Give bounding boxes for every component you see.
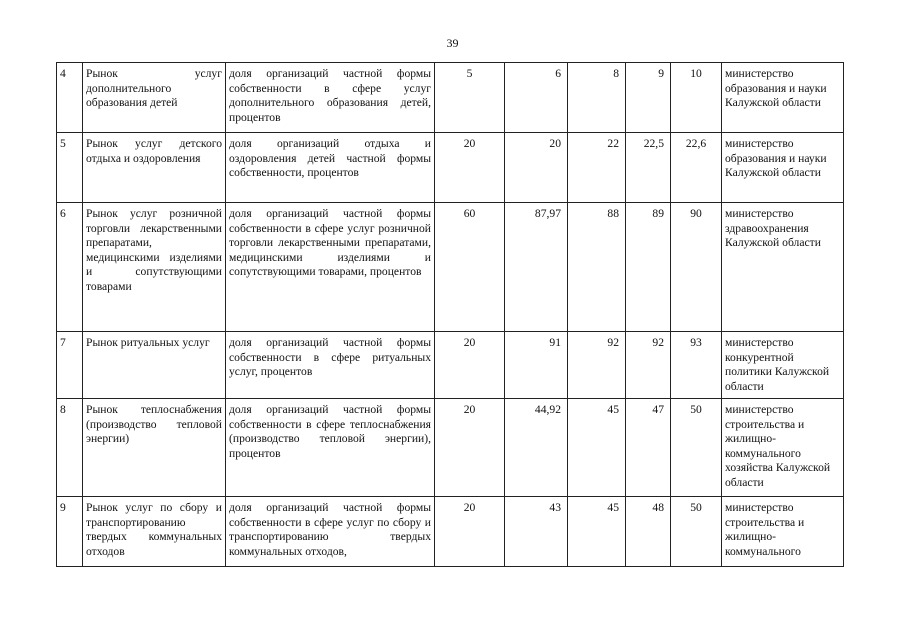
table-row (57, 63, 844, 133)
value-cell: 89 (626, 203, 671, 332)
value-cell: 22,5 (626, 133, 671, 203)
row-number: 5 (57, 133, 83, 203)
value-cell: 50 (671, 399, 722, 497)
value-cell: 22,6 (671, 133, 722, 203)
value-cell: 10 (671, 63, 722, 133)
value-cell: 45 (568, 497, 626, 567)
value-cell: 93 (671, 332, 722, 399)
value-cell: 20 (435, 399, 505, 497)
market-name: Рынок теплоснабжения (производство тепловой энергии) (83, 399, 226, 497)
row-number: 9 (57, 497, 83, 567)
value-cell: 90 (671, 203, 722, 332)
value-cell: 8 (568, 63, 626, 133)
value-cell: 20 (435, 133, 505, 203)
table-row (57, 497, 844, 567)
table-row (57, 133, 844, 203)
value-cell: 20 (435, 332, 505, 399)
table-row (57, 332, 844, 399)
value-cell: 20 (435, 497, 505, 567)
value-cell: 60 (435, 203, 505, 332)
indicator-name: доля организаций частной формы собственности в сфере теплоснабжения (производство тепловой энергии), процентов (226, 399, 435, 497)
ministry-name: министерство образования и науки Калужской области (722, 133, 844, 203)
market-name: Рынок услуг по сбору и транспортированию твердых коммунальных отходов (83, 497, 226, 567)
value-cell: 6 (505, 63, 568, 133)
indicator-name: доля организаций отдыха и оздоровления детей частной формы собственности, процентов (226, 133, 435, 203)
value-cell: 48 (626, 497, 671, 567)
row-number: 6 (57, 203, 83, 332)
indicators-table (56, 62, 844, 567)
market-name: Рынок услуг дополнительного образования детей (83, 63, 226, 133)
row-number: 8 (57, 399, 83, 497)
ministry-name: министерство строительства и жилищно-коммунального (722, 497, 844, 567)
value-cell: 87,97 (505, 203, 568, 332)
value-cell: 92 (568, 332, 626, 399)
ministry-name: министерство здравоохранения Калужской области (722, 203, 844, 332)
ministry-name: министерство образования и науки Калужской области (722, 63, 844, 133)
table-row (57, 203, 844, 332)
market-name: Рынок услуг розничной торговли лекарственными препаратами, медицинскими изделиями и сопутствующими товарами (83, 203, 226, 332)
value-cell: 92 (626, 332, 671, 399)
value-cell: 5 (435, 63, 505, 133)
value-cell: 47 (626, 399, 671, 497)
value-cell: 50 (671, 497, 722, 567)
value-cell: 88 (568, 203, 626, 332)
ministry-name: министерство строительства и жилищно-коммунального хозяйства Калужской области (722, 399, 844, 497)
row-number: 4 (57, 63, 83, 133)
indicator-name: доля организаций частной формы собственности в сфере ритуальных услуг, процентов (226, 332, 435, 399)
indicator-name: доля организаций частной формы собственности в сфере услуг дополнительного образования детей, процентов (226, 63, 435, 133)
ministry-name: министерство конкурентной политики Калужской области (722, 332, 844, 399)
table-row (57, 399, 844, 497)
row-number: 7 (57, 332, 83, 399)
page-number: 39 (446, 36, 459, 50)
value-cell: 45 (568, 399, 626, 497)
value-cell: 20 (505, 133, 568, 203)
market-name: Рынок ритуальных услуг (83, 332, 226, 399)
indicator-name: доля организаций частной формы собственности в сфере услуг по сбору и транспортированию твердых коммунальных отходов, (226, 497, 435, 567)
indicator-name: доля организаций частной формы собственности в сфере услуг розничной торговли лекарственными препаратами, медицинскими изделиями и сопутствующими товарами, процентов (226, 203, 435, 332)
market-name: Рынок услуг детского отдыха и оздоровления (83, 133, 226, 203)
value-cell: 9 (626, 63, 671, 133)
value-cell: 91 (505, 332, 568, 399)
value-cell: 44,92 (505, 399, 568, 497)
value-cell: 22 (568, 133, 626, 203)
value-cell: 43 (505, 497, 568, 567)
